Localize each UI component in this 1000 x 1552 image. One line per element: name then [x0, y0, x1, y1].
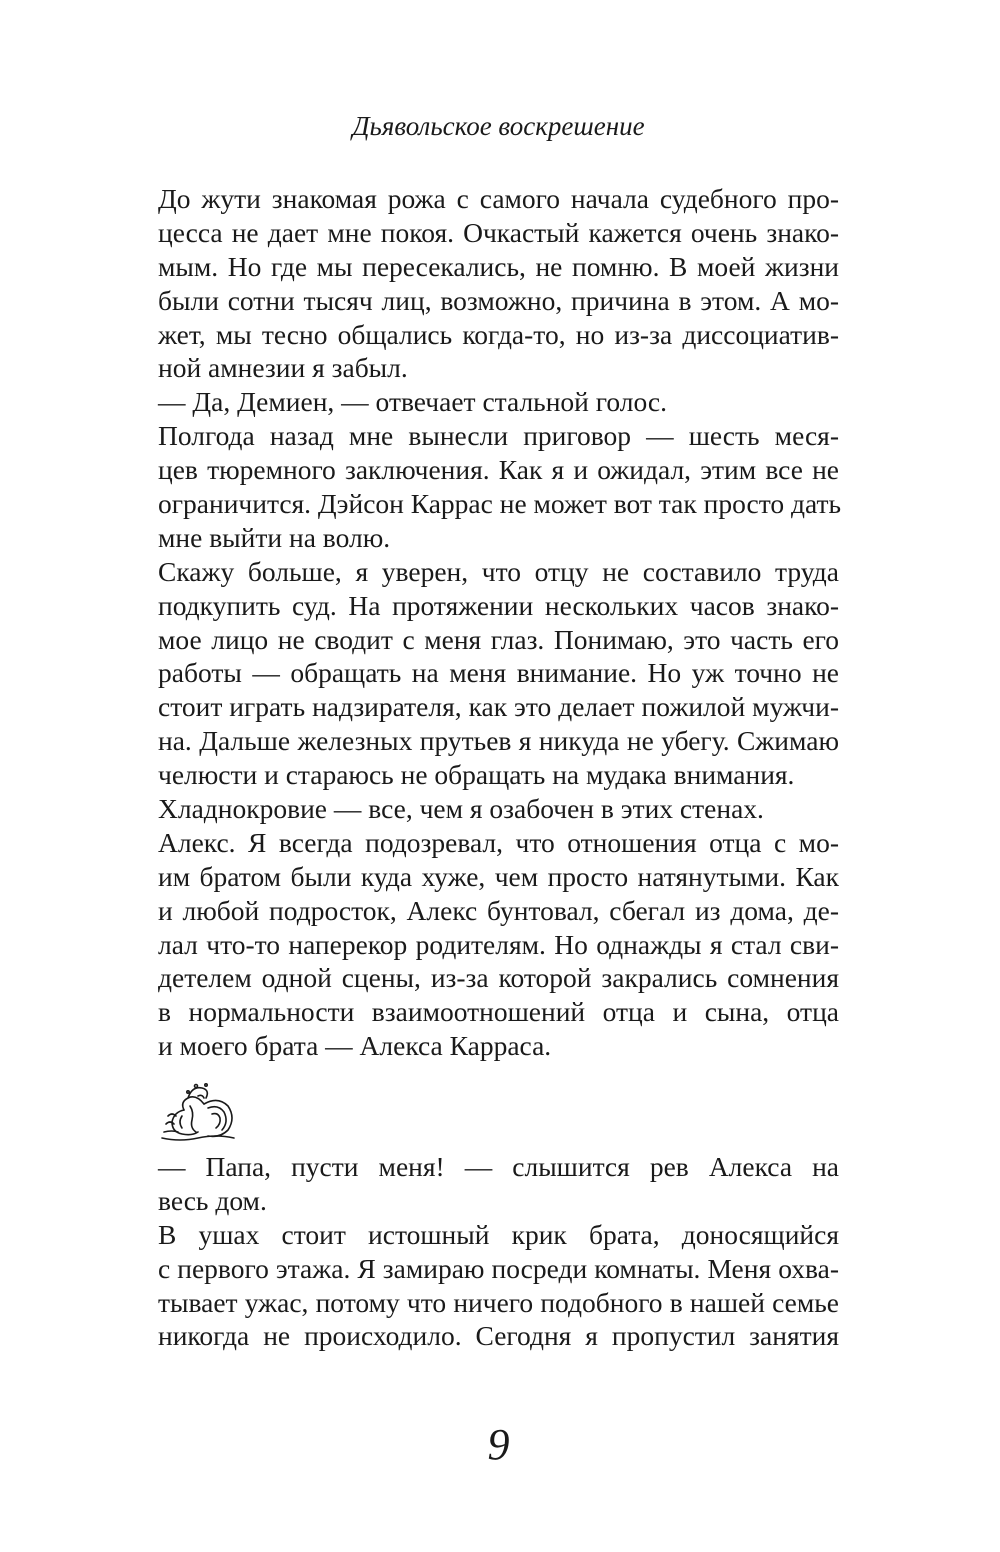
text-line: им братом были куда хуже, чем просто натянутыми. Как [158, 860, 839, 892]
text-line: и моего брата — Алекса Карраса. [158, 1030, 552, 1062]
text-line: цев тюремного заключения. Как я и ожидал, этим все не [158, 454, 839, 486]
text-block-bottom [158, 1150, 839, 1353]
text-line: и любой подросток, Алекс бунтовал, сбегал из дома, де- [158, 894, 839, 926]
text-line: работы — обращать на меня внимание. Но уж точно не [158, 657, 839, 689]
text-line: жет, мы тесно общались когда-то, но из-за диссоциатив- [158, 318, 839, 350]
text-line: ограничится. Дэйсон Каррас не может вот так просто дать [158, 488, 842, 520]
text-line: Полгода назад мне вынесли приговор — шесть меся- [158, 420, 839, 452]
text-line: мне выйти на волю. [158, 521, 391, 553]
text-line: детелем одной сцены, из-за которой закрались сомнения [158, 962, 839, 994]
text-line: — Да, Демиен, — отвечает стальной голос. [158, 386, 667, 418]
text-line: В ушах стоит истошный крик брата, доносящийся [158, 1218, 839, 1250]
text-line: лал что-то наперекор родителям. Но однажды я стал сви- [158, 928, 839, 960]
text-line: цесса не дает мне покоя. Очкастый кажется очень знако- [158, 216, 839, 248]
text-line: Хладнокровие — все, чем я озабочен в этих стенах. [158, 793, 764, 825]
text-line: подкупить суд. На протяжении нескольких часов знако- [158, 589, 839, 621]
text-line: ной амнезии я забыл. [158, 352, 408, 384]
running-head: Дьявольское воскрешение [352, 111, 645, 141]
text-line: с первого этажа. Я замираю посреди комнаты. Меня охва- [158, 1252, 839, 1284]
text-block-top [158, 182, 842, 1063]
text-line: были сотни тысяч лиц, возможно, причина в этом. А мо- [158, 284, 839, 316]
text-line: Алекс. Я всегда подозревал, что отношения отца с мо- [158, 826, 839, 858]
text-line: челюсти и стараюсь не обращать на мудака внимания. [158, 759, 795, 791]
text-line: весь дом. [158, 1184, 267, 1216]
text-line: Скажу больше, я уверен, что отцу не составило труда [158, 555, 839, 587]
text-line: на. Дальше железных прутьев я никуда не убегу. Сжимаю [158, 725, 839, 757]
text-line: мым. Но где мы пересекались, не помню. В моей жизни [158, 250, 839, 282]
text-line: стоит играть надзирателя, как это делает пожилой мужчи- [158, 691, 839, 723]
text-line: в нормальности взаимоотношений отца и сына, отца [158, 996, 839, 1028]
text-line: До жути знакомая рожа с самого начала судебного про- [158, 183, 839, 214]
text-line: — Папа, пусти меня! — слышится рев Алекса на [158, 1151, 839, 1182]
text-line: мое лицо не сводит с меня глаз. Понимаю, это часть его [158, 623, 839, 655]
wave-ornament-icon [158, 1076, 238, 1146]
page-number: 9 [487, 1420, 510, 1469]
text-line: тывает ужас, потому что ничего подобного в нашей семье [158, 1286, 839, 1318]
text-line: никогда не происходило. Сегодня я пропустил занятия [158, 1320, 839, 1352]
